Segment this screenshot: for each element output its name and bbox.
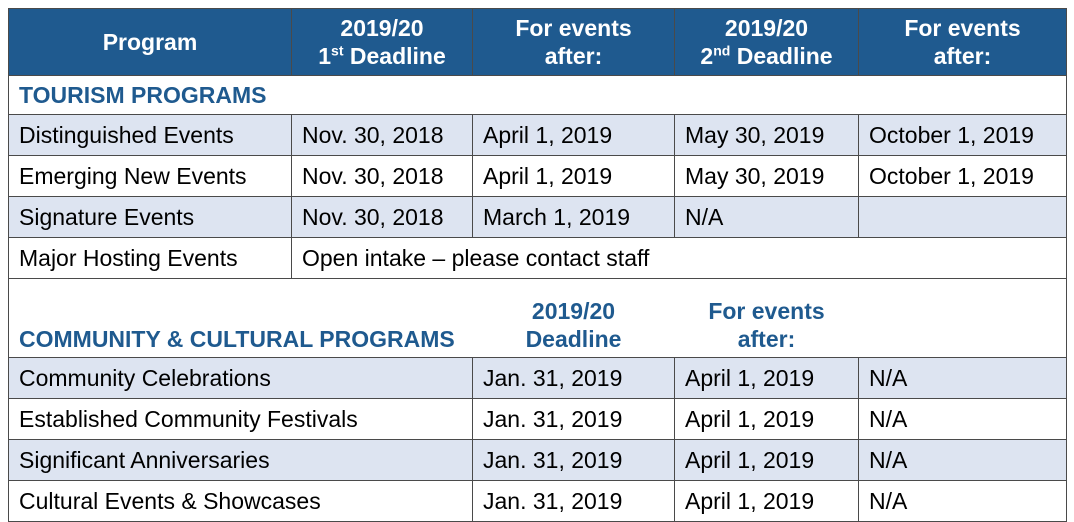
section-title-community: COMMUNITY & CULTURAL PROGRAMS — [9, 279, 473, 358]
after: April 1, 2019 — [675, 399, 859, 440]
table-row — [9, 440, 1067, 481]
program-name: Significant Anniversaries — [9, 440, 473, 481]
header-after-2: For events after: — [859, 9, 1067, 76]
grant-deadlines-table-wrapper — [8, 8, 1067, 522]
header-deadline-1: 2019/20 1st Deadline — [292, 9, 473, 76]
table-row — [9, 115, 1067, 156]
after-2 — [859, 197, 1067, 238]
program-name: Established Community Festivals — [9, 399, 473, 440]
after-1: March 1, 2019 — [473, 197, 675, 238]
second-deadline: N/A — [859, 358, 1067, 399]
deadline-2: May 30, 2019 — [675, 115, 859, 156]
community-header-blank — [859, 279, 1067, 358]
second-deadline: N/A — [859, 399, 1067, 440]
table-row — [9, 399, 1067, 440]
deadline-1: Nov. 30, 2018 — [292, 197, 473, 238]
community-header-deadline: 2019/20 Deadline — [473, 279, 675, 358]
after-2: October 1, 2019 — [859, 115, 1067, 156]
section-title-tourism: TOURISM PROGRAMS — [9, 76, 1067, 115]
after-1: April 1, 2019 — [473, 115, 675, 156]
header-program: Program — [9, 9, 292, 76]
after: April 1, 2019 — [675, 358, 859, 399]
community-header-after: For events after: — [675, 279, 859, 358]
after: April 1, 2019 — [675, 440, 859, 481]
deadline: Jan. 31, 2019 — [473, 440, 675, 481]
second-deadline: N/A — [859, 481, 1067, 522]
program-name: Community Celebrations — [9, 358, 473, 399]
section-community — [9, 279, 1067, 358]
table-row — [9, 238, 1067, 279]
table-row — [9, 197, 1067, 238]
second-deadline: N/A — [859, 440, 1067, 481]
program-name: Signature Events — [9, 197, 292, 238]
header-deadline-2: 2019/20 2nd Deadline — [675, 9, 859, 76]
after-2: October 1, 2019 — [859, 156, 1067, 197]
deadline: Jan. 31, 2019 — [473, 481, 675, 522]
intake-note: Open intake – please contact staff — [292, 238, 1067, 279]
after-1: April 1, 2019 — [473, 156, 675, 197]
deadline: Jan. 31, 2019 — [473, 399, 675, 440]
deadline-1: Nov. 30, 2018 — [292, 115, 473, 156]
header-after-1: For events after: — [473, 9, 675, 76]
program-name: Major Hosting Events — [9, 238, 292, 279]
deadline: Jan. 31, 2019 — [473, 358, 675, 399]
program-name: Cultural Events & Showcases — [9, 481, 473, 522]
section-tourism — [9, 76, 1067, 115]
grant-deadlines-table — [8, 8, 1067, 522]
deadline-2: N/A — [675, 197, 859, 238]
deadline-2: May 30, 2019 — [675, 156, 859, 197]
table-row — [9, 358, 1067, 399]
table-row — [9, 156, 1067, 197]
deadline-1: Nov. 30, 2018 — [292, 156, 473, 197]
after: April 1, 2019 — [675, 481, 859, 522]
program-name: Emerging New Events — [9, 156, 292, 197]
header-row — [9, 9, 1067, 76]
program-name: Distinguished Events — [9, 115, 292, 156]
table-row — [9, 481, 1067, 522]
